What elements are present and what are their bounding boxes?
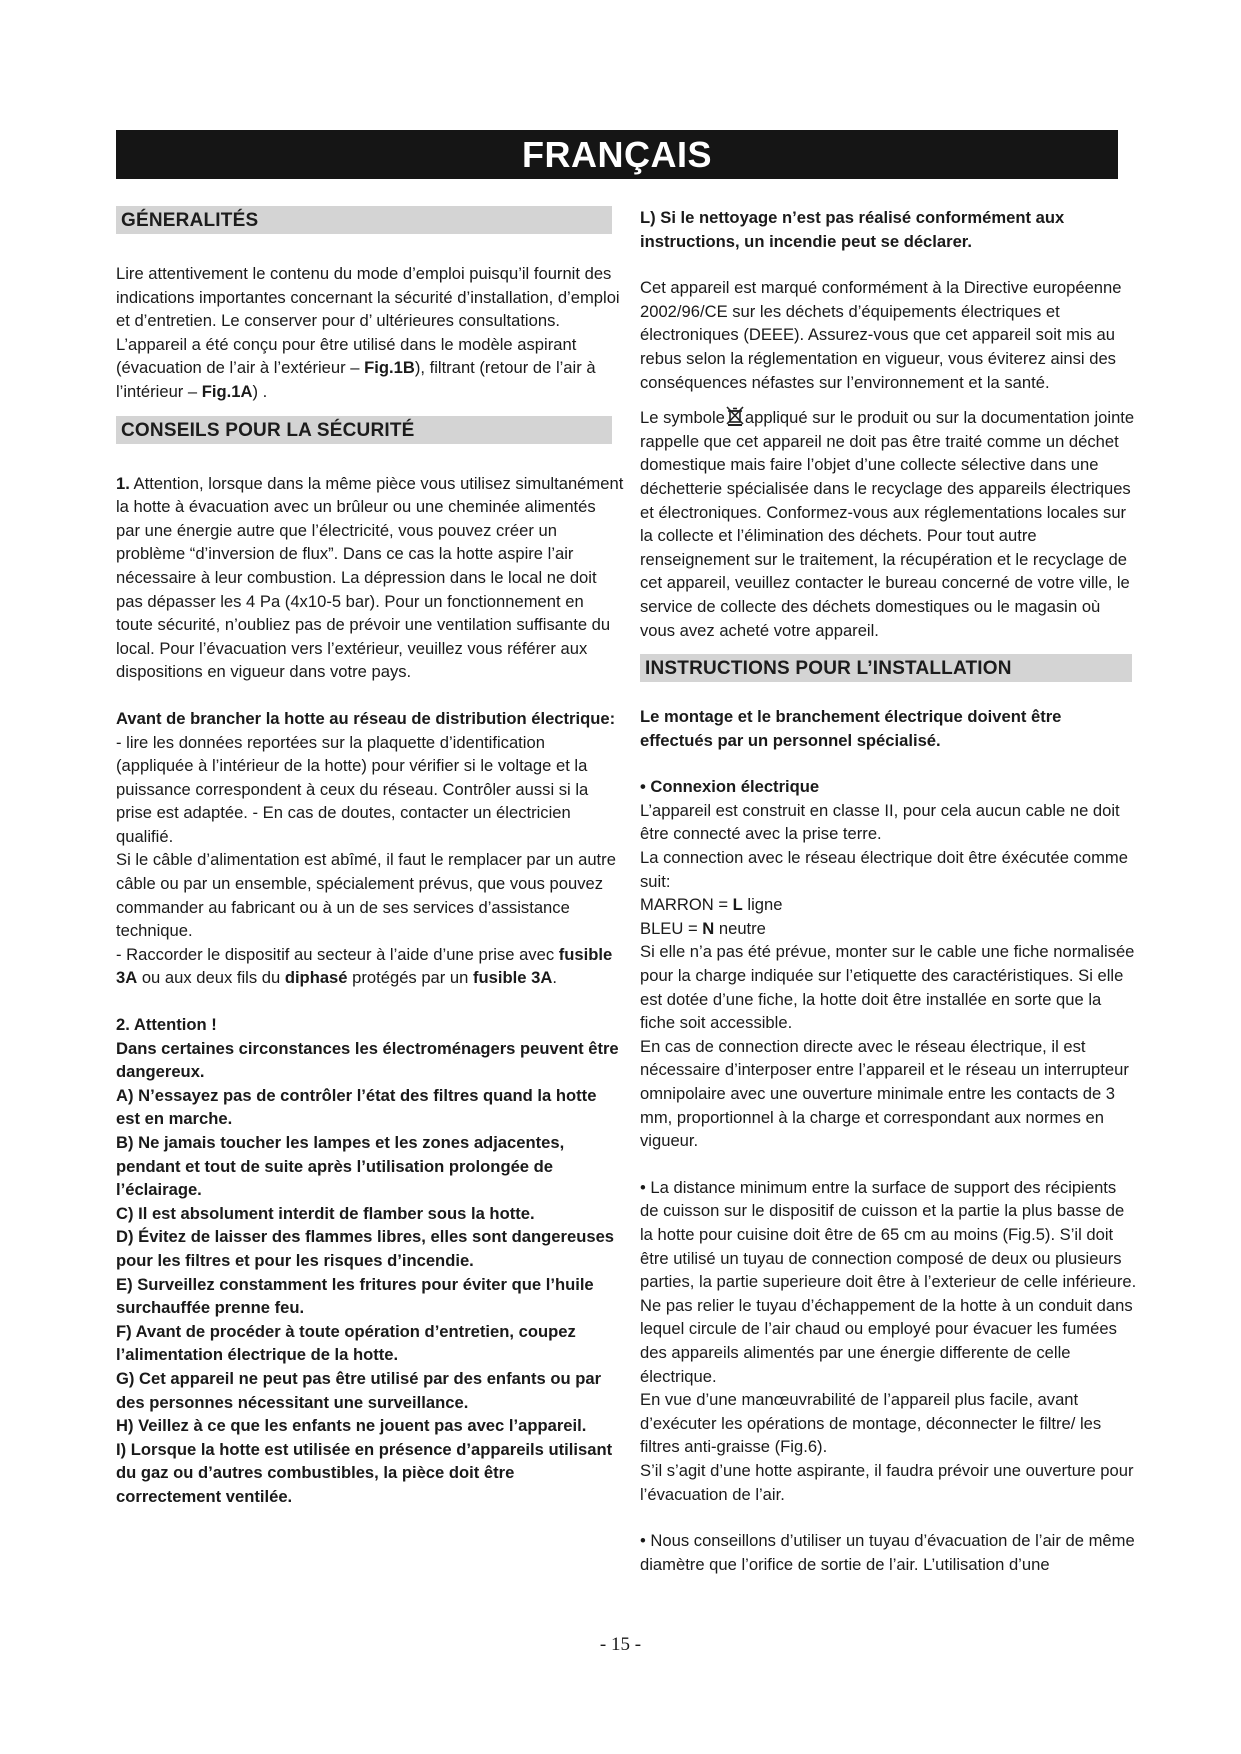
- language-badge: F: [1162, 138, 1228, 168]
- distance-paragraph: • La distance minimum entre la surface de support des récipients de cuisson sur le dispositif de cuisson et la partie la plus basse de la hotte pour cuisine doit être de 65 cm au moins (Fig.5). S’il doit être utilisé un tuyau de connection composé de deux ou plusieurs parties, la partie superieure doit être à l’exterieur de celle inférieure. Ne pas relier le tuyau d’échappement de la hotte à un conduit dans lequel circule de l’air chaud ou employé pour évacuer les fumées des appareils alimentés par une énergie differente de celle électrique.: [640, 1177, 1137, 1386]
- attention-intro: Dans certaines circonstances les électroménagers peuvent être dangereux.: [116, 1038, 619, 1082]
- manoeuvrabilite-paragraph: En vue d’une manœuvrabilité de l’appareil plus facile, avant d’exécuter les opérations de montage, déconnecter le filtre/ les filtres anti-graisse (Fig.6).: [640, 1390, 1102, 1457]
- symbole-paragraph: Le symbole appliqué sur le produit ou sur la documentation jointe rappelle que cet appareil ne doit pas être traité comme un déchet domestique mais faire l’objet d’une collecte sélective dans une déchetterie spécialisée dans le recyclage des appareils électriques et électroniques. Conformez-vous aux réglementations locales sur la collecte et l’élimination des déchets. Pour tout autre renseignement sur le traitement, la récupération et le recyclage de cet appareil, veuillez contacter le bureau concerné de votre ville, le service de collecte des déchets domestiques ou le magasin où vous avez acheté votre appareil.: [640, 408, 1135, 640]
- deee-paragraph: Cet appareil est marqué conformément à la Directive européenne 2002/96/CE sur les déchets d’équipements électriques et électroniques (DEEE). Assurez-vous que cet appareil soit mis au rebus selon la réglementation en vigueur, vous éviterez ainsi des conséquences néfastes sur l’environnement et la santé.: [640, 278, 1122, 392]
- warning-item-i: I) Lorsque la hotte est utilisée en présence d’appareils utilisant du gaz ou d’autres combustibles, la pièce doit être correctement ventilée.: [116, 1439, 613, 1506]
- page-number: - 15 -: [599, 1634, 642, 1655]
- wire-bleu: BLEU = N neutre: [640, 918, 766, 938]
- section-heading-installation: INSTRUCTIONS POUR L’INSTALLATION: [640, 654, 1132, 682]
- section-heading-securite: CONSEILS POUR LA SÉCURITÉ: [116, 416, 612, 444]
- warning-item-d: D) Évitez de laisser des flammes libres, elles sont dangereuses pour les filtres et pour les risques d’incendie.: [116, 1227, 615, 1270]
- generalites-paragraph: Lire attentivement le contenu du mode d’emploi puisqu’il fournit des indications importantes concernant la sécurité d’installation, d’emploi et d’entretien. Le conserver pour d’ ultérieures consultations. L’appareil a été conçu pour être utilisé dans le modèle aspirant (évacuation de l’air à l’extérieur – Fig.1B), filtrant (retour de l’air à l’intérieur – Fig.1A) .: [116, 264, 620, 401]
- avant-heading: Avant de brancher la hotte au réseau de distribution électrique:: [116, 708, 616, 728]
- warning-item-l: L) Si le nettoyage n’est pas réalisé conformément aux instructions, un incendie peut se déclarer.: [640, 208, 1065, 251]
- aspirante-paragraph: S’il s’agit d’une hotte aspirante, il faudra prévoir une ouverture pour l’évacuation de l’air.: [640, 1460, 1134, 1504]
- avant-paragraph-2: Si le câble d’alimentation est abîmé, il faut le remplacer par un autre câble ou par un ensemble, spécialement prévus, que vous pouvez commander au fabricant ou à un de ses services d’assistance technique.: [116, 850, 616, 941]
- connexion-paragraph-3: Si elle n’a pas été prévue, monter sur le cable une fiche normalisée pour la charge indiquée sur l’etiquette des caractéristiques. Si elle est dotée d’une fiche, la hotte doit être installée en sorte que la fiche soit accessible.: [640, 942, 1135, 1033]
- page-title: FRANÇAIS: [522, 134, 712, 175]
- left-column: [116, 206, 624, 1509]
- warning-item-c: C) Il est absolument interdit de flamber sous la hotte.: [116, 1203, 535, 1223]
- connexion-heading: • Connexion électrique: [640, 777, 820, 797]
- connexion-paragraph-4: En cas de connection directe avec le réseau électrique, il est nécessaire d’interposer entre l’appareil et le réseau un interrupteur omnipolaire avec une ouverture minimale entre les contacts de 3 mm, proportionnel à la charge et correspondant aux normes en vigueur.: [640, 1036, 1129, 1151]
- warning-item-h: H) Veillez à ce que les enfants ne jouent pas avec l’appareil.: [116, 1416, 587, 1436]
- fig-1a-ref: Fig.1A: [201, 381, 253, 401]
- warning-item-b: B) Ne jamais toucher les lampes et les zones adjacentes, pendant et tout de suite après l’utilisation prolongée de l’éclairage.: [116, 1133, 565, 1200]
- warning-item-f: F) Avant de procéder à toute opération d’entretien, coupez l’alimentation électrique de la hotte.: [116, 1321, 576, 1365]
- language-banner: [116, 130, 1201, 179]
- warning-item-e: E) Surveillez constamment les fritures pour éviter que l’huile surchauffée prenne feu.: [116, 1274, 594, 1318]
- crossed-bin-icon: [725, 406, 745, 426]
- connexion-paragraph-2: La connection avec le réseau électrique doit être éxécutée comme suit:: [640, 848, 1128, 891]
- safety-point-1: 1. Attention, lorsque dans la même pièce vous utilisez simultanément la hotte à évacuation avec un brûleur ou une cheminée alimentés par une énergie autre que l’électricité, vous pouvez créer un problème “d’inversion de flux”. Dans ce cas la hotte aspire l’air nécessaire à leur combustion. La dépression dans le local ne doit pas dépasser les 4 Pa (4x10-5 bar). Pour un fonctionnement en toute sécurité, n’oubliez pas de prévoir une ventilation suffisante du local. Pour l’évacuation vers l’extérieur, veuillez vous référer aux dispositions en vigueur dans votre pays.: [116, 473, 624, 682]
- fig-1b-ref: Fig.1B: [364, 358, 415, 378]
- montage-paragraph: Le montage et le branchement électrique doivent être effectués par un personnel spécialisé.: [640, 707, 1062, 750]
- warning-item-g: G) Cet appareil ne peut pas être utilisé par des enfants ou par des personnes nécessitant une surveillance.: [116, 1368, 602, 1412]
- right-column: [640, 206, 1138, 1576]
- warning-item-a: A) N’essayez pas de contrôler l’état des filtres quand la hotte est en marche.: [116, 1085, 597, 1129]
- tuyau-paragraph: • Nous conseillons d’utiliser un tuyau d’évacuation de l’air de même diamètre que l’orifice de sortie de l’air. L’utilisation d’une: [640, 1531, 1135, 1574]
- avant-paragraph-1: - lire les données reportées sur la plaquette d’identification (appliquée à l’intérieur de la hotte) pour vérifier si le voltage et la puissance correspondent à ceux du réseau. Contrôler aussi si la prise est adaptée. - En cas de doutes, contacter un électricien qualifié.: [116, 732, 589, 846]
- connexion-paragraph-1: L’appareil est construit en classe II, pour cela aucun cable ne doit être connecté avec la prise terre.: [640, 800, 1120, 844]
- section-heading-generalites: GÉNERALITÉS: [116, 206, 612, 234]
- attention-title: 2. Attention !: [116, 1015, 217, 1035]
- wire-marron: MARRON = L ligne: [640, 895, 783, 915]
- avant-paragraph-3: - Raccorder le dispositif au secteur à l’aide d’une prise avec fusible 3A ou aux deux fils du diphasé protégés par un fusible 3A.: [116, 944, 613, 988]
